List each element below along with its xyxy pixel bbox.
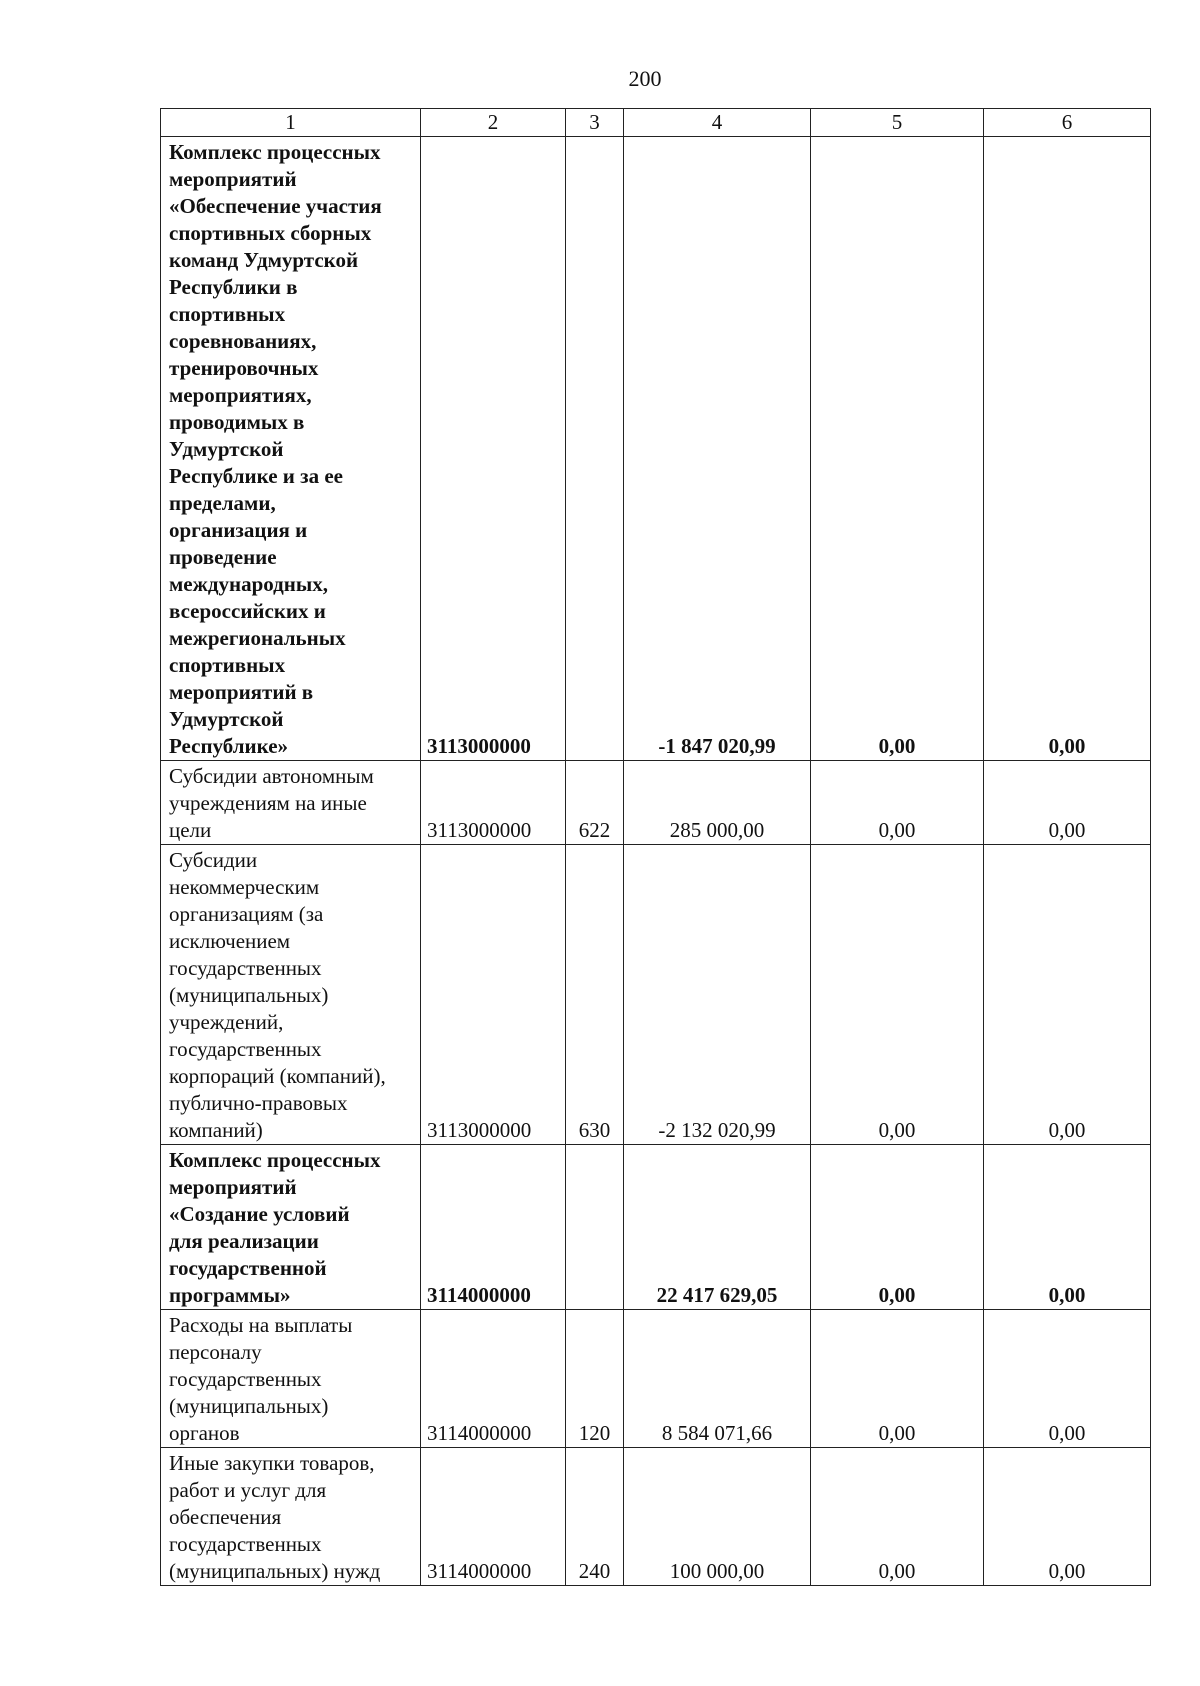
item-name-cell	[161, 137, 421, 761]
item-name-line: межрегиональных	[169, 626, 346, 650]
amount-col5-cell: 0,00	[811, 845, 984, 1145]
item-name-line: Субсидии автономным	[169, 764, 374, 788]
amount-col4-cell: 22 417 629,05	[624, 1145, 811, 1310]
item-name-line: корпораций (компаний),	[169, 1064, 386, 1088]
amount-col4-cell: 8 584 071,66	[624, 1310, 811, 1448]
item-name-cell	[161, 1448, 421, 1586]
item-name-line: компаний)	[169, 1118, 263, 1142]
expense-type-cell: 120	[566, 1310, 624, 1448]
item-name-line: государственной	[169, 1256, 327, 1280]
item-name-line: для реализации	[169, 1229, 319, 1253]
item-name-line: государственных	[169, 1037, 322, 1061]
expense-type-cell	[566, 137, 624, 761]
item-name-line: Республике и за ее	[169, 464, 343, 488]
item-name-line: Комплекс процессных	[169, 1148, 381, 1172]
item-name-line: государственных	[169, 1367, 322, 1391]
item-name-line: персоналу	[169, 1340, 262, 1364]
item-name-line: исключением	[169, 929, 291, 953]
item-name-line: Комплекс процессных	[169, 140, 381, 164]
item-name-line: мероприятиях,	[169, 383, 312, 407]
column-number-2: 2	[421, 109, 566, 137]
target-code-cell: 3113000000	[421, 761, 566, 845]
item-name-line: государственных	[169, 1532, 322, 1556]
item-name-line: команд Удмуртской	[169, 248, 359, 272]
item-name-line: Иные закупки товаров,	[169, 1451, 375, 1475]
item-name-cell	[161, 1310, 421, 1448]
item-name-line: спортивных	[169, 302, 286, 326]
item-name-line: «Обеспечение участия	[169, 194, 382, 218]
table-row	[161, 845, 1151, 1145]
item-name-line: цели	[169, 818, 212, 842]
column-number-4: 4	[624, 109, 811, 137]
page-number: 200	[628, 66, 662, 91]
item-name-line: проводимых в	[169, 410, 305, 434]
table-row	[161, 1310, 1151, 1448]
amount-col6-cell: 0,00	[984, 845, 1151, 1145]
item-name-line: всероссийских и	[169, 599, 326, 623]
amount-col4-cell: -1 847 020,99	[624, 137, 811, 761]
item-name-line: спортивных сборных	[169, 221, 372, 245]
column-number-5: 5	[811, 109, 984, 137]
item-name-line: «Создание условий	[169, 1202, 350, 1226]
item-name-line: некоммерческим	[169, 875, 320, 899]
column-number-row	[161, 109, 1151, 137]
item-name-line: публично-правовых	[169, 1091, 348, 1115]
amount-col6-cell: 0,00	[984, 1310, 1151, 1448]
item-name-line: Субсидии	[169, 848, 258, 872]
item-name-line: (муниципальных)	[169, 983, 329, 1007]
table-row	[161, 1145, 1151, 1310]
table-row	[161, 761, 1151, 845]
item-name-line: соревнованиях,	[169, 329, 317, 353]
item-name-line: Расходы на выплаты	[169, 1313, 353, 1337]
column-number-6: 6	[984, 109, 1151, 137]
item-name-line: мероприятий	[169, 167, 297, 191]
budget-table	[160, 108, 1151, 1586]
item-name-line: программы»	[169, 1283, 291, 1307]
amount-col4-cell: 285 000,00	[624, 761, 811, 845]
amount-col5-cell: 0,00	[811, 1448, 984, 1586]
amount-col5-cell: 0,00	[811, 1310, 984, 1448]
item-name-line: мероприятий	[169, 1175, 297, 1199]
item-name-line: Республики в	[169, 275, 298, 299]
item-name-line: спортивных	[169, 653, 286, 677]
item-name-line: международных,	[169, 572, 329, 596]
target-code-cell: 3114000000	[421, 1310, 566, 1448]
item-name-line: учреждений,	[169, 1010, 284, 1034]
item-name-line: органов	[169, 1421, 240, 1445]
amount-col4-cell: -2 132 020,99	[624, 845, 811, 1145]
column-number-1: 1	[161, 109, 421, 137]
table-body	[161, 137, 1151, 1586]
column-number-3: 3	[566, 109, 624, 137]
item-name-cell	[161, 761, 421, 845]
item-name-line: обеспечения	[169, 1505, 282, 1529]
item-name-line: государственных	[169, 956, 322, 980]
expense-type-cell	[566, 1145, 624, 1310]
target-code-cell: 3114000000	[421, 1448, 566, 1586]
expense-type-cell: 630	[566, 845, 624, 1145]
item-name-line: Республике»	[169, 734, 289, 758]
item-name-line: Удмуртской	[169, 437, 284, 461]
item-name-line: пределами,	[169, 491, 276, 515]
expense-type-cell: 240	[566, 1448, 624, 1586]
target-code-cell: 3113000000	[421, 137, 566, 761]
amount-col6-cell: 0,00	[984, 761, 1151, 845]
amount-col6-cell: 0,00	[984, 1448, 1151, 1586]
item-name-line: мероприятий в	[169, 680, 314, 704]
item-name-line: проведение	[169, 545, 277, 569]
amount-col6-cell: 0,00	[984, 1145, 1151, 1310]
table-row	[161, 1448, 1151, 1586]
item-name-line: учреждениям на иные	[169, 791, 367, 815]
amount-col4-cell: 100 000,00	[624, 1448, 811, 1586]
item-name-line: Удмуртской	[169, 707, 284, 731]
item-name-line: (муниципальных) нужд	[169, 1559, 381, 1583]
item-name-cell	[161, 845, 421, 1145]
item-name-line: организация и	[169, 518, 308, 542]
item-name-line: организациям (за	[169, 902, 324, 926]
item-name-line: работ и услуг для	[169, 1478, 327, 1502]
item-name-line: (муниципальных)	[169, 1394, 329, 1418]
amount-col5-cell: 0,00	[811, 1145, 984, 1310]
item-name-line: тренировочных	[169, 356, 319, 380]
amount-col5-cell: 0,00	[811, 761, 984, 845]
expense-type-cell: 622	[566, 761, 624, 845]
target-code-cell: 3113000000	[421, 845, 566, 1145]
target-code-cell: 3114000000	[421, 1145, 566, 1310]
item-name-cell	[161, 1145, 421, 1310]
amount-col5-cell: 0,00	[811, 137, 984, 761]
amount-col6-cell: 0,00	[984, 137, 1151, 761]
table-row	[161, 137, 1151, 761]
